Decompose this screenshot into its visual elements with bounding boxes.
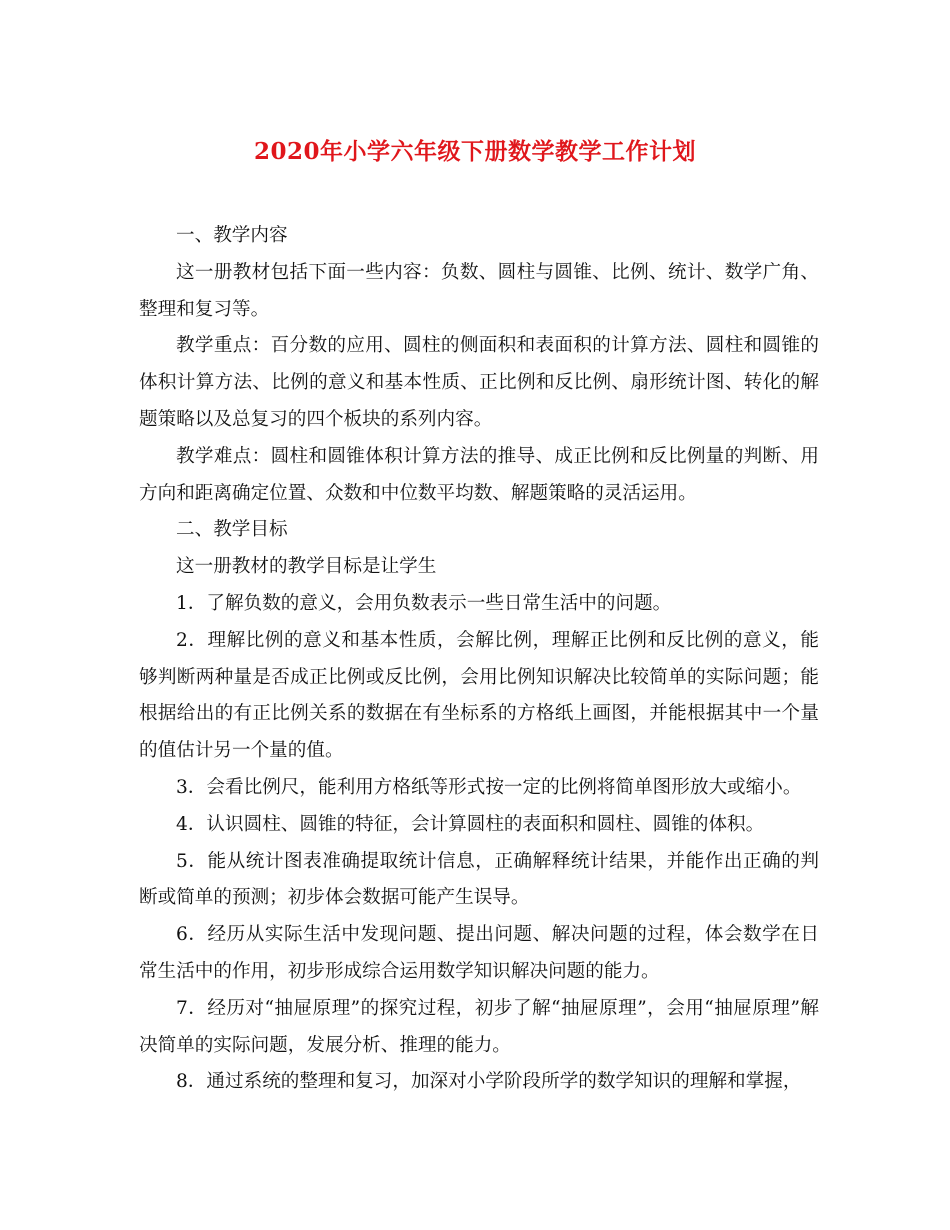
goal-item-5: 5．能从统计图表准确提取统计信息，正确解释统计结果，并能作出正确的判断或简单的预测；初步体会数据可能产生误导。 xyxy=(139,850,819,909)
document-body xyxy=(139,218,819,1101)
goal-item-2: 2．理解比例的意义和基本性质，会解比例，理解正比例和反比例的意义，能够判断两种量是否成正比例或反比例，会用比例知识解决比较简单的实际问题；能根据给出的有正比例关系的数据在有坐标系的方格纸上画图，并能根据其中一个量的值估计另一个量的值。 xyxy=(139,629,819,762)
paragraph-goals-intro: 这一册教材的教学目标是让学生 xyxy=(176,556,437,578)
paragraph-difficulties: 教学难点：圆柱和圆锥体积计算方法的推导、成正比例和反比例量的判断、用方向和距离确定位置、众数和中位数平均数、解题策略的灵活运用。 xyxy=(139,445,819,504)
goal-item-1: 1．了解负数的意义，会用负数表示一些日常生活中的问题。 xyxy=(176,592,672,614)
goal-item-3: 3．会看比例尺，能利用方格纸等形式按一定的比例将简单图形放大或缩小。 xyxy=(176,776,802,798)
goal-item-6: 6．经历从实际生活中发现问题、提出问题、解决问题的过程，体会数学在日常生活中的作用，初步形成综合运用数学知识解决问题的能力。 xyxy=(139,924,819,982)
paragraph-key-points: 教学重点：百分数的应用、圆柱的侧面积和表面积的计算方法、圆柱和圆锥的体积计算方法、比例的意义和基本性质、正比例和反比例、扇形统计图、转化的解题策略以及总复习的四个板块的系列内容。 xyxy=(139,335,819,430)
paragraph-content-list: 这一册教材包括下面一些内容：负数、圆柱与圆锥、比例、统计、数学广角、整理和复习等。 xyxy=(139,261,819,320)
goal-item-4: 4．认识圆柱、圆锥的特征，会计算圆柱的表面积和圆柱、圆锥的体积。 xyxy=(176,813,765,835)
document-title: 2020年小学六年级下册数学教学工作计划 xyxy=(253,138,696,165)
section-heading-content: 一、教学内容 xyxy=(176,225,288,246)
section-heading-goals: 二、教学目标 xyxy=(176,519,288,541)
goal-item-8: 8．通过系统的整理和复习，加深对小学阶段所学的数学知识的理解和掌握， xyxy=(176,1071,802,1093)
goal-item-7: 7．经历对“抽屉原理”的探究过程，初步了解“抽屉原理”，会用“抽屉原理”解决简单的实际问题，发展分析、推理的能力。 xyxy=(139,997,819,1056)
